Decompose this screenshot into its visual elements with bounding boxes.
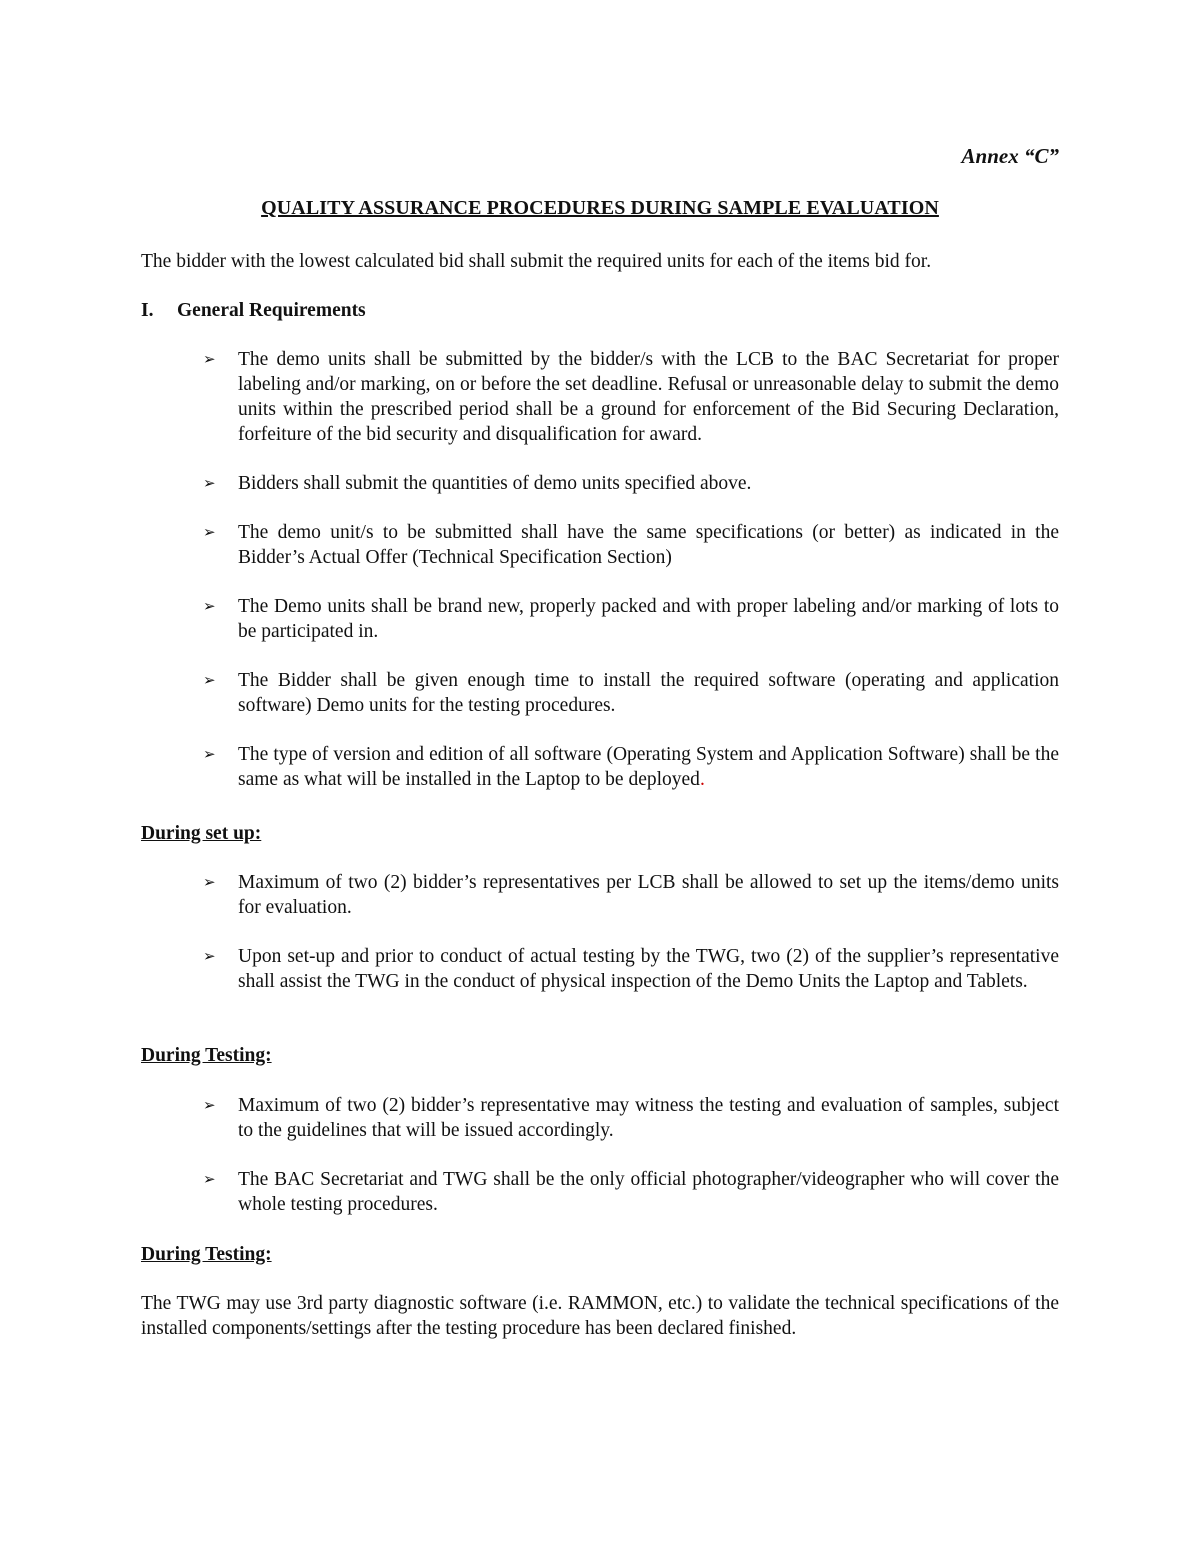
testing-list [203,1093,1059,1241]
red-period: . [699,769,705,790]
list-item: ➢ The Bidder shall be given enough time to install the required software (operating and application software) Demo units for the testing procedures. [203,670,1059,716]
arrow-bullet-icon: ➢ [203,523,216,541]
section-title: General Requirements [177,300,366,321]
list-item: ➢ The demo units shall be submitted by the bidder/s with the LCB to the BAC Secretariat for proper labeling and/or marking, on or before the set deadline. Refusal or unreasonable delay to submit the demo units within the prescribed period shall be a ground for enforcement of the Bid Securing Declaration, forfeiture of the bid security and disqualification for award. [203,349,1059,445]
arrow-bullet-icon: ➢ [203,1096,216,1114]
list-item: ➢ Maximum of two (2) bidder’s representative may witness the testing and evaluation of samples, subject to the guidelines that will be issued accordingly. [203,1095,1059,1141]
document-page [141,0,1059,1553]
list-item: ➢ The demo unit/s to be submitted shall have the same specifications (or better) as indicated in the Bidder’s Actual Offer (Technical Specification Section) [203,522,1059,568]
list-item: ➢ Upon set-up and prior to conduct of actual testing by the TWG, two (2) of the supplier’s representative shall assist the TWG in the conduct of physical inspection of the Demo Units the Laptop and Tablets. [203,946,1059,992]
document-title: QUALITY ASSURANCE PROCEDURES DURING SAMPLE EVALUATION [261,197,939,219]
list-item: ➢ The Demo units shall be brand new, properly packed and with proper labeling and/or marking of lots to be participated in. [203,596,1059,642]
arrow-bullet-icon: ➢ [203,597,216,615]
during-testing-heading-2: During Testing: [141,1244,272,1265]
arrow-bullet-icon: ➢ [203,873,216,891]
list-item: ➢ The BAC Secretariat and TWG shall be the only official photographer/videographer who will cover the whole testing procedures. [203,1169,1059,1215]
setup-list [203,870,1059,1018]
section-number: I. [141,300,154,321]
list-item: ➢ The type of version and edition of all software (Operating System and Application Software) shall be the same as what will be installed in the Laptop to be deployed. [203,744,1059,790]
during-setup-heading: During set up: [141,823,262,844]
final-paragraph: The TWG may use 3rd party diagnostic software (i.e. RAMMON, etc.) to validate the technical specifications of the installed components/settings after the testing procedure has been declared finished. [141,1293,1059,1339]
arrow-bullet-icon: ➢ [203,1170,216,1188]
list-item: ➢ Maximum of two (2) bidder’s representatives per LCB shall be allowed to set up the items/demo units for evaluation. [203,872,1059,918]
list-item: ➢ Bidders shall submit the quantities of demo units specified above. [203,473,752,494]
general-requirements-heading [141,298,366,323]
arrow-bullet-icon: ➢ [203,474,216,492]
arrow-bullet-icon: ➢ [203,745,216,763]
general-requirements-list [203,347,1059,816]
annex-label: Annex “C” [961,144,1059,168]
intro-paragraph: The bidder with the lowest calculated bid shall submit the required units for each of the items bid for. [141,251,932,272]
arrow-bullet-icon: ➢ [203,671,216,689]
arrow-bullet-icon: ➢ [203,947,216,965]
during-testing-heading: During Testing: [141,1045,272,1066]
arrow-bullet-icon: ➢ [203,350,216,368]
